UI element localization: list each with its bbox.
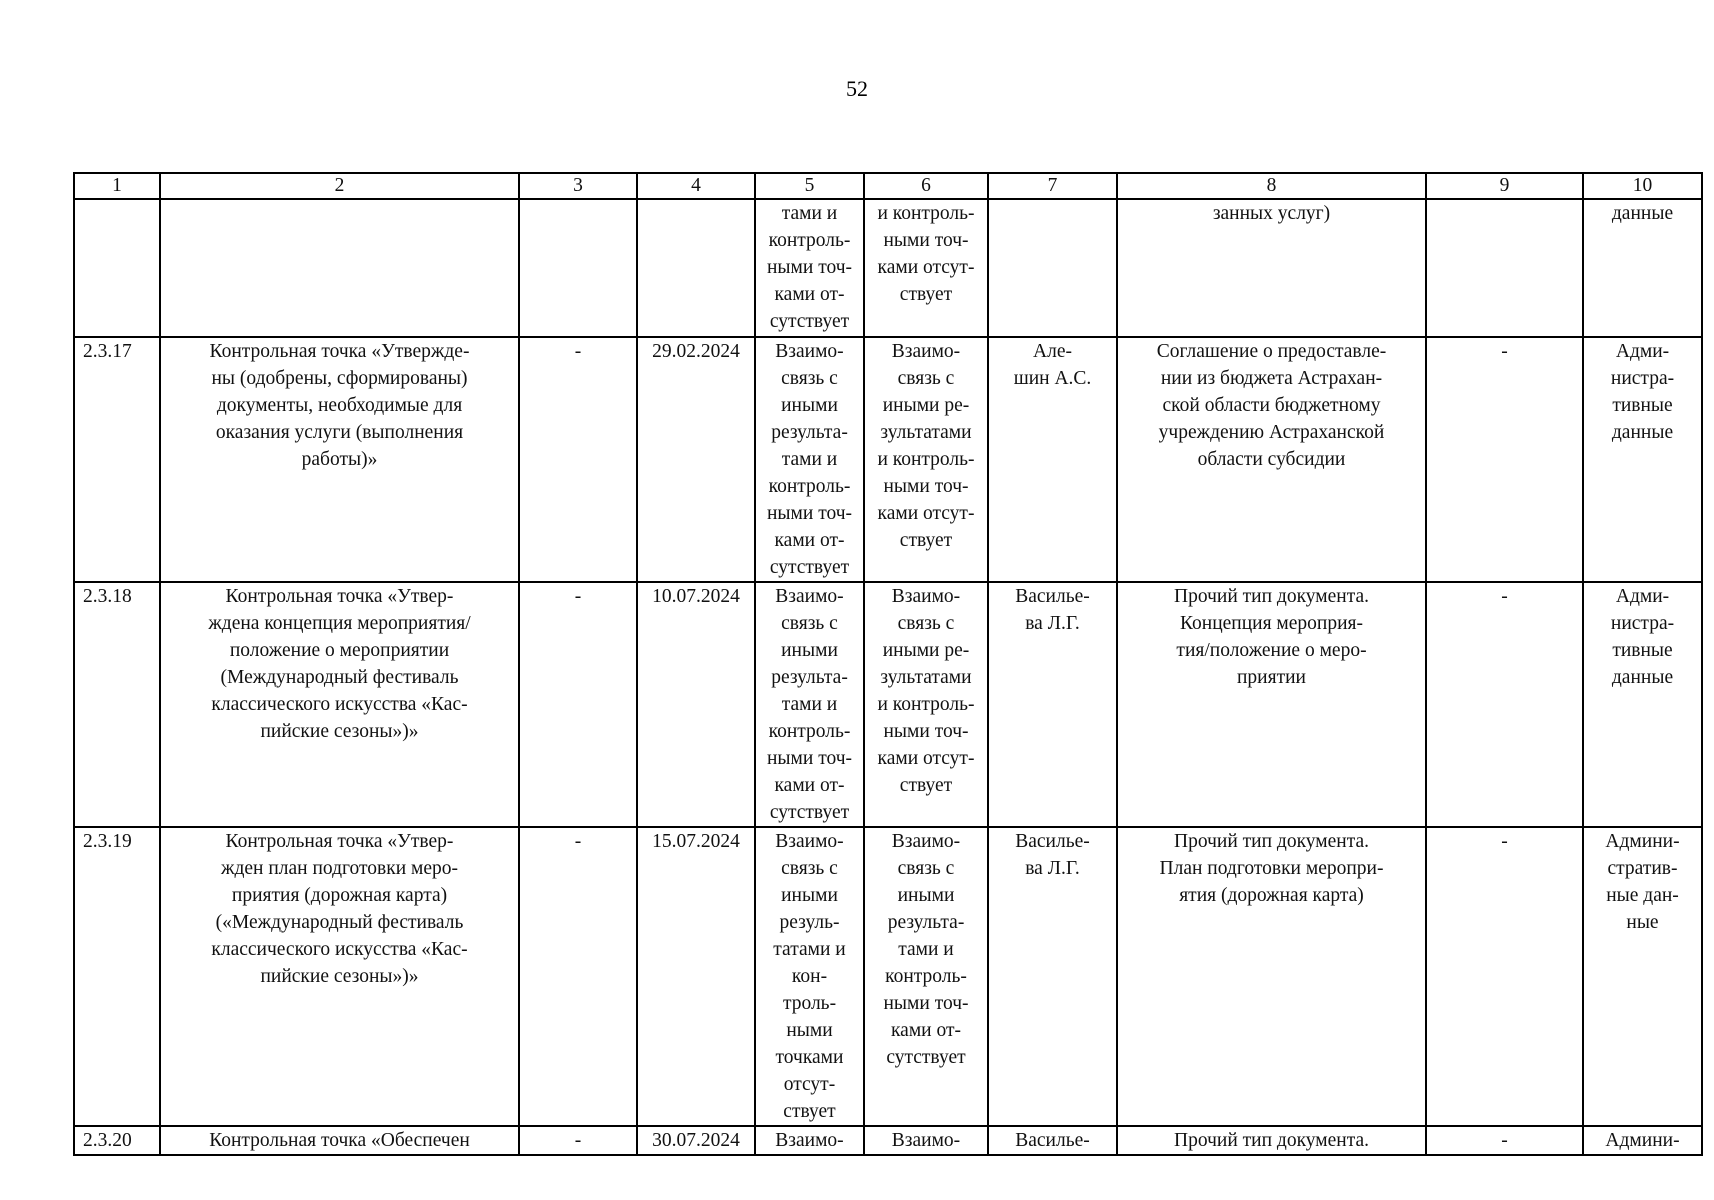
data-source: Адми- нистра- тивные данные <box>1583 337 1702 582</box>
data-source: Админи- <box>1583 1126 1702 1155</box>
cell-col9: - <box>1426 582 1583 827</box>
cell-col5: Взаимо- <box>755 1126 864 1155</box>
column-header: 10 <box>1583 173 1702 199</box>
column-header: 9 <box>1426 173 1583 199</box>
document-type: Прочий тип документа. План подготовки меропри- ятия (дорожная карта) <box>1117 827 1426 1126</box>
cell-col5: Взаимо- связь с иными результа- тами и контроль- ными точ- ками от- сутствует <box>755 337 864 582</box>
cell-col6: Взаимо- <box>864 1126 988 1155</box>
column-header: 4 <box>637 173 755 199</box>
table-row <box>74 827 1702 1126</box>
row-number: 2.3.17 <box>74 337 160 582</box>
control-point-name: Контрольная точка «Утвер- ждена концепция мероприятия/ положение о мероприятии (Международный фестиваль классического искусства «Кас- пийские сезоны»)» <box>160 582 519 827</box>
column-header: 7 <box>988 173 1117 199</box>
row-number: 2.3.20 <box>74 1126 160 1155</box>
cell-col6: и контроль- ными точ- ками отсут- ствует <box>864 199 988 337</box>
cell-col9 <box>1426 199 1583 337</box>
due-date: 29.02.2024 <box>637 337 755 582</box>
document-type: Прочий тип документа. <box>1117 1126 1426 1155</box>
control-point-name: Контрольная точка «Обеспечен <box>160 1126 519 1155</box>
control-point-name: Контрольная точка «Утвержде- ны (одобрены, сформированы) документы, необходимые для оказания услуги (выполнения работы)» <box>160 337 519 582</box>
due-date: 10.07.2024 <box>637 582 755 827</box>
control-point-name <box>160 199 519 337</box>
data-source: данные <box>1583 199 1702 337</box>
cell-col3: - <box>519 827 637 1126</box>
header-row <box>74 173 1702 199</box>
cell-col9: - <box>1426 337 1583 582</box>
table-row <box>74 199 1702 337</box>
document-type: Прочий тип документа. Концепция мероприя- тия/положение о меро- приятии <box>1117 582 1426 827</box>
due-date: 30.07.2024 <box>637 1126 755 1155</box>
column-header: 8 <box>1117 173 1426 199</box>
column-header: 1 <box>74 173 160 199</box>
row-number: 2.3.18 <box>74 582 160 827</box>
column-header: 2 <box>160 173 519 199</box>
responsible-person: Василье- <box>988 1126 1117 1155</box>
due-date: 15.07.2024 <box>637 827 755 1126</box>
column-header: 3 <box>519 173 637 199</box>
responsible-person: Василье- ва Л.Г. <box>988 827 1117 1126</box>
data-source: Админи- стратив- ные дан- ные <box>1583 827 1702 1126</box>
cell-col3 <box>519 199 637 337</box>
responsible-person: Василье- ва Л.Г. <box>988 582 1117 827</box>
cell-col6: Взаимо- связь с иными ре- зультатами и контроль- ными точ- ками отсут- ствует <box>864 582 988 827</box>
cell-col6: Взаимо- связь с иными ре- зультатами и контроль- ными точ- ками отсут- ствует <box>864 337 988 582</box>
page-number: 52 <box>846 76 868 101</box>
document-type: занных услуг) <box>1117 199 1426 337</box>
plan-table <box>73 172 1703 1156</box>
cell-col6: Взаимо- связь с иными результа- тами и контроль- ными точ- ками от- сутствует <box>864 827 988 1126</box>
row-number: 2.3.19 <box>74 827 160 1126</box>
document-type: Соглашение о предоставле- нии из бюджета Астрахан- ской области бюджетному учреждению Астраханской области субсидии <box>1117 337 1426 582</box>
row-number <box>74 199 160 337</box>
responsible-person <box>988 199 1117 337</box>
column-header: 6 <box>864 173 988 199</box>
cell-col5: тами и контроль- ными точ- ками от- сутствует <box>755 199 864 337</box>
due-date <box>637 199 755 337</box>
cell-col9: - <box>1426 827 1583 1126</box>
responsible-person: Але- шин А.С. <box>988 337 1117 582</box>
column-header: 5 <box>755 173 864 199</box>
cell-col5: Взаимо- связь с иными результа- тами и контроль- ными точ- ками от- сутствует <box>755 582 864 827</box>
cell-col3: - <box>519 337 637 582</box>
cell-col3: - <box>519 582 637 827</box>
cell-col3: - <box>519 1126 637 1155</box>
table-row <box>74 1126 1702 1155</box>
cell-col9: - <box>1426 1126 1583 1155</box>
data-source: Адми- нистра- тивные данные <box>1583 582 1702 827</box>
table-row <box>74 582 1702 827</box>
table-row <box>74 337 1702 582</box>
control-point-name: Контрольная точка «Утвер- жден план подготовки меро- приятия (дорожная карта) («Международный фестиваль классического искусства «Кас- пийские сезоны»)» <box>160 827 519 1126</box>
cell-col5: Взаимо- связь с иными резуль- татами и кон- троль- ными точками отсут- ствует <box>755 827 864 1126</box>
